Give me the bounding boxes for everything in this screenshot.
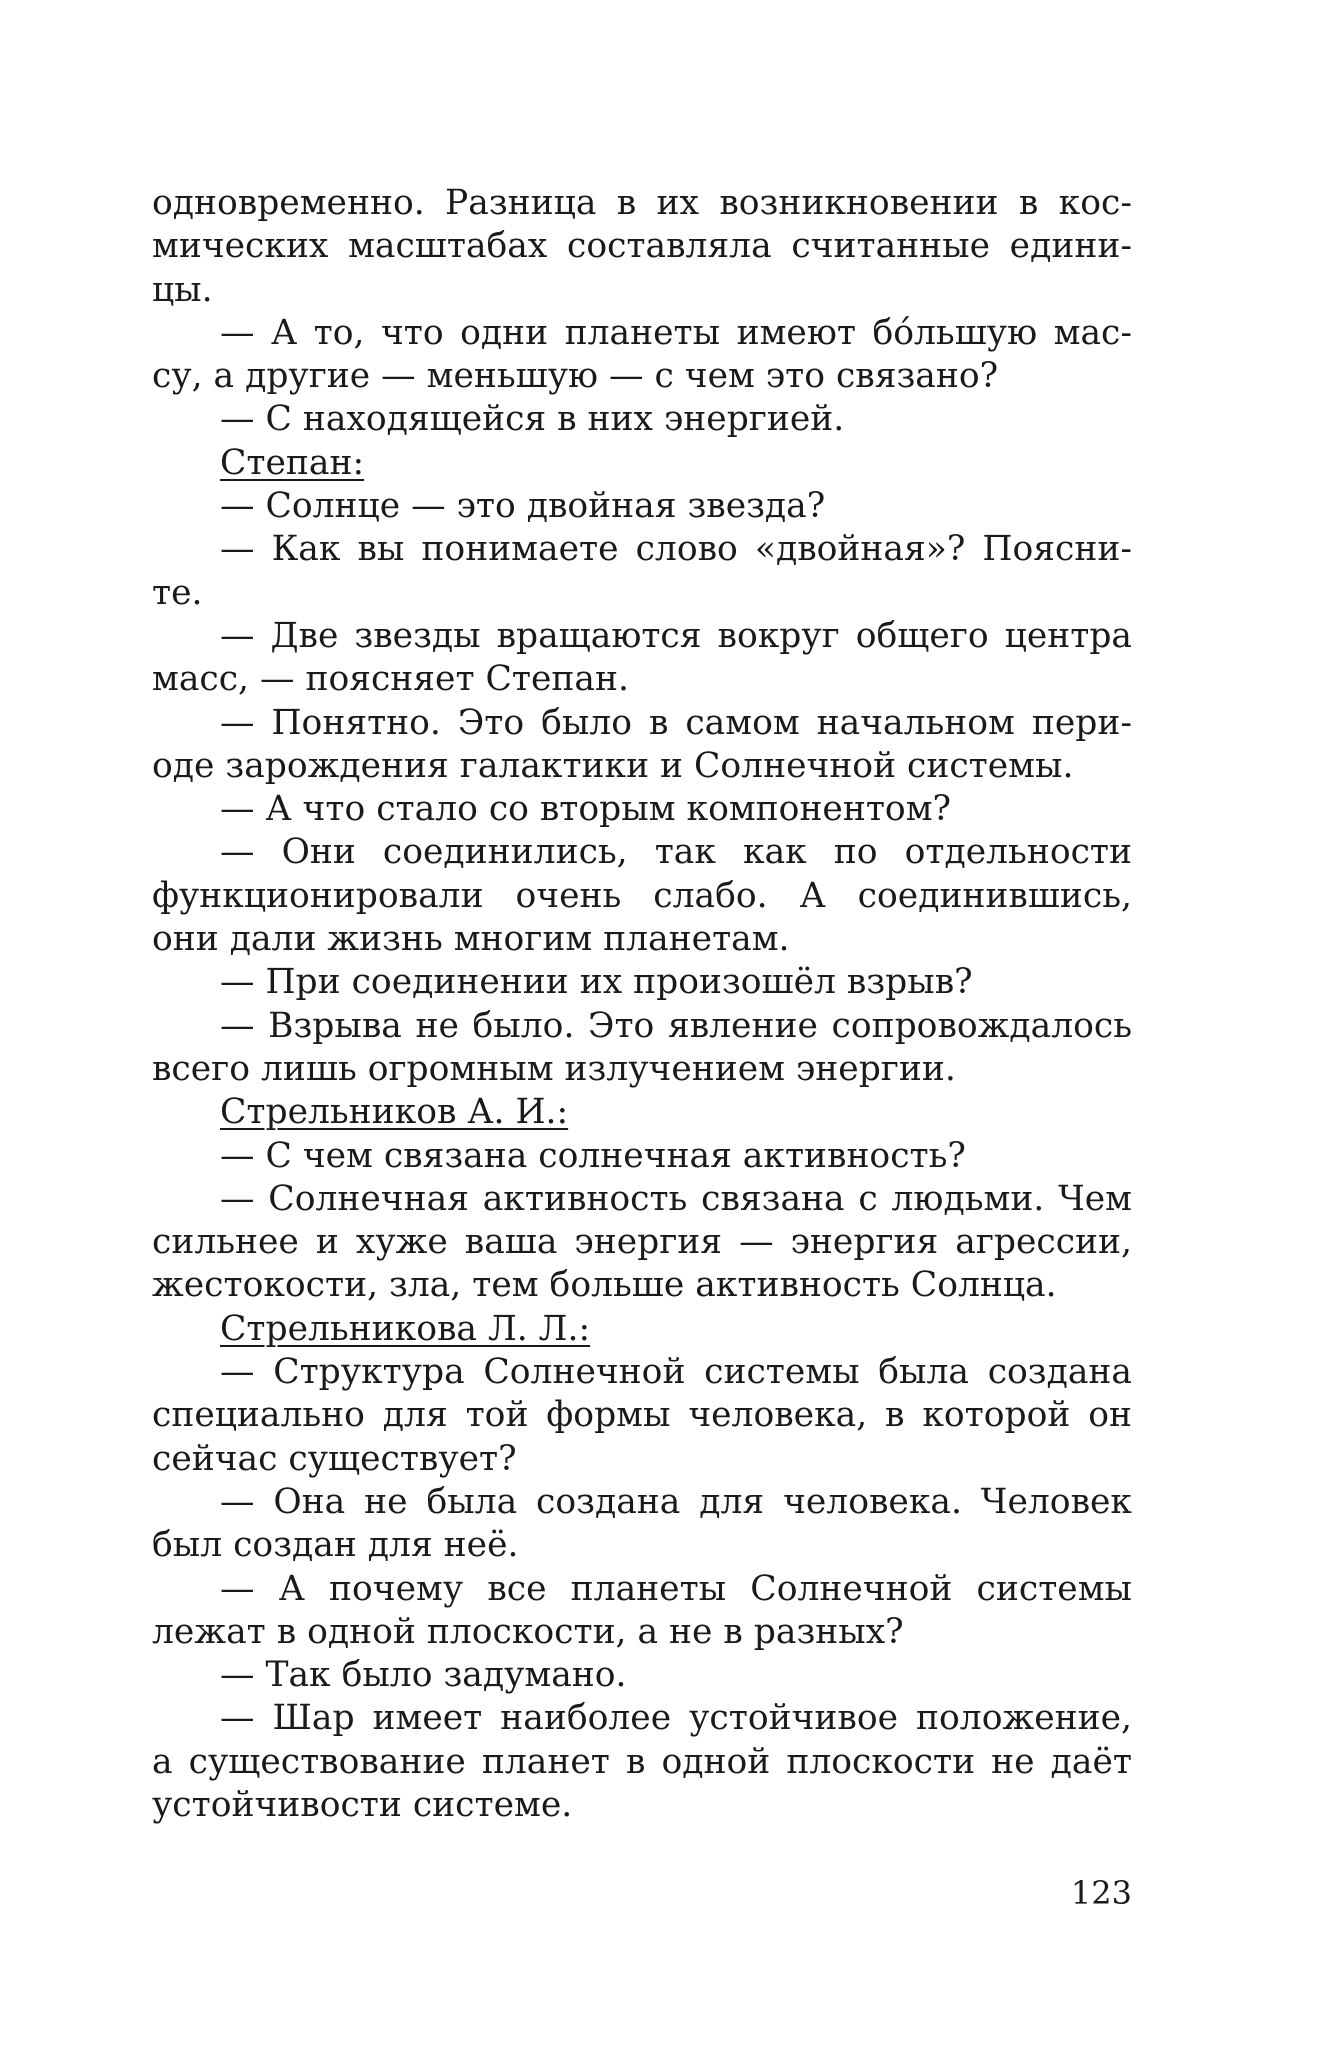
text-line: цы. (152, 269, 213, 310)
text-line: сильнее и хуже ваша энергия — энергия агрессии, (152, 1222, 1132, 1263)
text-line: — Солнце — это двойная звезда? (220, 486, 826, 527)
speaker-label (152, 1091, 1132, 1134)
text-line: — А то, что одни планеты имеют бóльшую мас- (220, 312, 1132, 353)
text-line: — Структура Солнечной системы была создана (220, 1352, 1132, 1393)
text-line: — Солнечная активность связана с людьми. Чем (220, 1178, 1132, 1219)
text-line: су, а другие — меньшую — с чем это связано? (152, 356, 999, 397)
text-line: — При соединении их произошёл взрыв? (220, 962, 973, 1003)
speaker-name: Стрельников А. И.: (220, 1092, 569, 1133)
text-line: — Взрыва не было. Это явление сопровождалось (220, 1005, 1132, 1046)
text-line: лежат в одной плоскости, а не в разных? (152, 1611, 904, 1652)
text-line: мических масштабах составляла считанные едини- (152, 226, 1132, 267)
text-line: жестокости, зла, тем больше активность Солнца. (152, 1265, 1057, 1306)
text-line: — А что стало со вторым компонентом? (220, 789, 952, 830)
text-line: — С находящейся в них энергией. (220, 399, 845, 440)
speaker-name: Стрельникова Л. Л.: (220, 1308, 591, 1349)
text-line: — Так было задумано. (220, 1655, 627, 1696)
speaker-label (152, 1308, 1132, 1351)
text-line: специально для той формы человека, в которой он (152, 1395, 1132, 1436)
text-line: всего лишь огромным излучением энергии. (152, 1048, 956, 1089)
text-line: — Понятно. Это было в самом начальном пери- (220, 702, 1132, 743)
speaker-label (152, 442, 1132, 485)
page-number: 123 (1070, 1874, 1132, 1912)
text-line: — Две звезды вращаются вокруг общего центра (220, 615, 1132, 656)
text-line: сейчас существует? (152, 1438, 517, 1479)
text-line: а существование планет в одной плоскости не даёт (152, 1741, 1132, 1782)
body-text (152, 182, 1132, 1827)
text-line: — А почему все планеты Солнечной системы (220, 1568, 1132, 1609)
text-line: — С чем связана солнечная активность? (220, 1135, 966, 1176)
text-line: — Как вы понимаете слово «двойная»? Поясни- (220, 529, 1132, 570)
text-line: — Они соединились, так как по отдельности (220, 832, 1132, 873)
speaker-name: Степан: (220, 442, 365, 483)
text-line: одновременно. Разница в их возникновении в кос- (152, 183, 1132, 223)
text-line: они дали жизнь многим планетам. (152, 919, 790, 960)
text-line: те. (152, 572, 203, 613)
text-line: устойчивости системе. (152, 1784, 573, 1825)
text-line: функционировали очень слабо. А соединившись, (152, 875, 1132, 916)
text-line: был создан для неё. (152, 1525, 519, 1566)
text-line: оде зарождения галактики и Солнечной системы. (152, 745, 1074, 786)
text-line: — Она не была создана для человека. Человек (220, 1481, 1132, 1522)
text-line: масс, — поясняет Степан. (152, 659, 629, 700)
text-line: — Шар имеет наиболее устойчивое положение, (220, 1698, 1132, 1739)
